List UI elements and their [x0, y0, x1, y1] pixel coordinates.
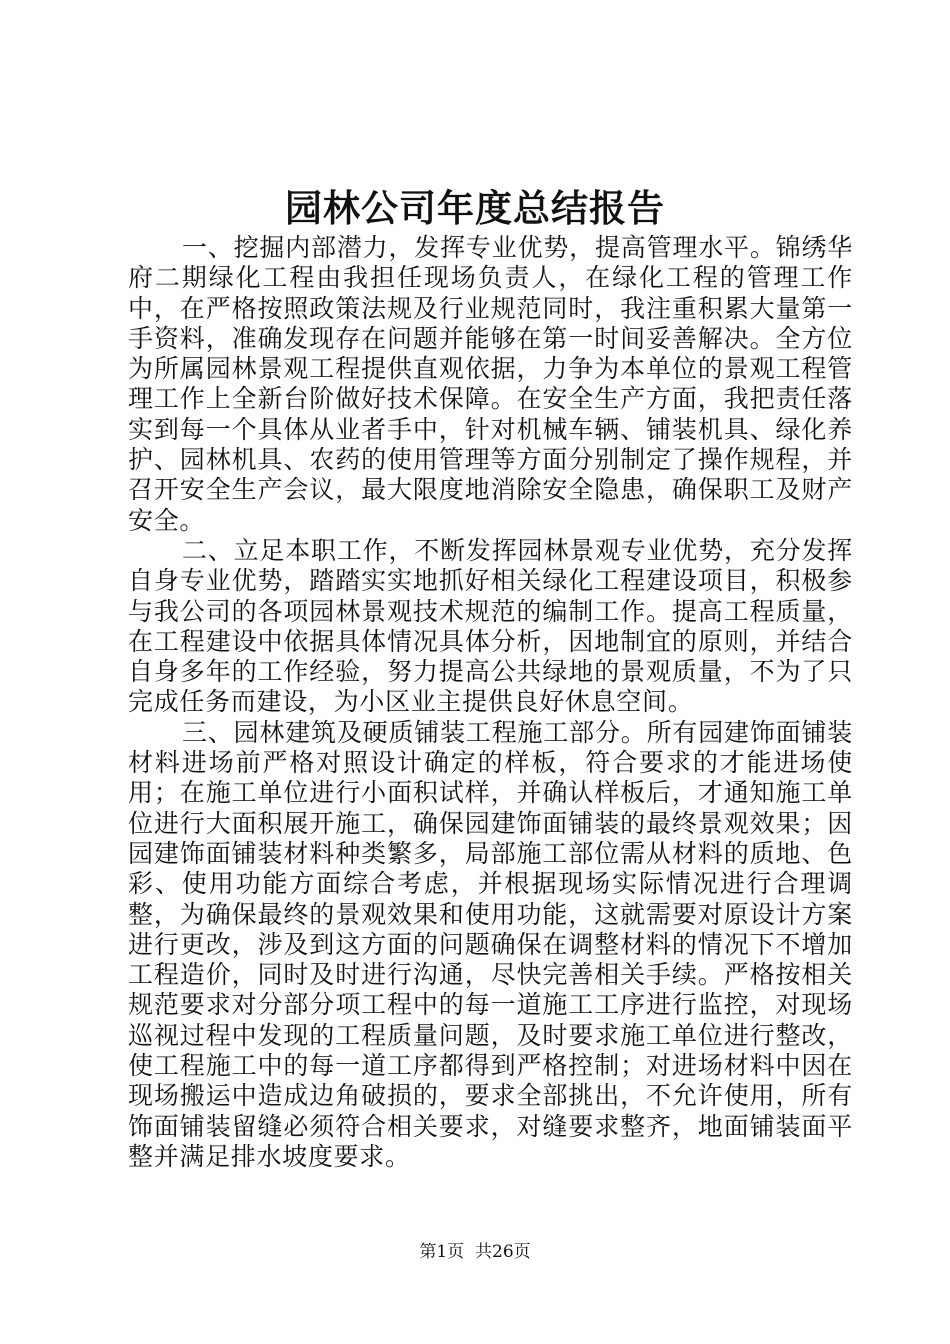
document-title: 园林公司年度总结报告 [285, 186, 665, 230]
paragraph-2: 二、立足本职工作，不断发挥园林景观专业优势，充分发挥自身专业优势，踏踏实实地抓好相关绿化工程建设项目，积极参与我公司的各项园林景观技术规范的编制工作。提高工程质量，在工程建设中依据具体情况具体分析，因地制宜的原则，并结合自身多年的工作经验，努力提高公共绿地的景观质量，不为了只完成任务而建设，为小区业主提供良好休息空间。 [128, 535, 853, 717]
page-number: 第1页 [419, 1242, 465, 1262]
document-body [128, 233, 853, 1172]
footer-separator [464, 1242, 475, 1262]
paragraph-1: 一、挖掘内部潜力，发挥专业优势，提高管理水平。锦绣华府二期绿化工程由我担任现场负责人，在绿化工程的管理工作中，在严格按照政策法规及行业规范同时，我注重积累大量第一手资料，准确发现存在问题并能够在第一时间妥善解决。全方位为所属园林景观工程提供直观依据，力争为本单位的景观工程管理工作上全新台阶做好技术保障。在安全生产方面，我把责任落实到每一个具体从业者手中，针对机械车辆、铺装机具、绿化养护、园林机具、农药的使用管理等方面分别制定了操作规程，并召开安全生产会议，最大限度地消除安全隐患，确保职工及财产安全。 [128, 233, 853, 535]
page-total: 共26页 [475, 1242, 531, 1262]
page-footer [0, 1240, 950, 1264]
paragraph-3: 三、园林建筑及硬质铺装工程施工部分。所有园建饰面铺装材料进场前严格对照设计确定的样板，符合要求的才能进场使用；在施工单位进行小面积试样，并确认样板后，才通知施工单位进行大面积展开施工，确保园建饰面铺装的最终景观效果；因园建饰面铺装材料种类繁多，局部施工部位需从材料的质地、色彩、使用功能方面综合考虑，并根据现场实际情况进行合理调整，为确保最终的景观效果和使用功能，这就需要对原设计方案进行更改，涉及到这方面的问题确保在调整材料的情况下不增加工程造价，同时及时进行沟通，尽快完善相关手续。严格按相关规范要求对分部分项工程中的每一道施工工序进行监控，对现场巡视过程中发现的工程质量问题，及时要求施工单位进行整改，使工程施工中的每一道工序都得到严格控制；对进场材料中因在现场搬运中造成边角破损的，要求全部挑出，不允许使用，所有饰面铺装留缝必须符合相关要求，对缝要求整齐，地面铺装面平整并满足排水坡度要求。 [128, 717, 853, 1171]
